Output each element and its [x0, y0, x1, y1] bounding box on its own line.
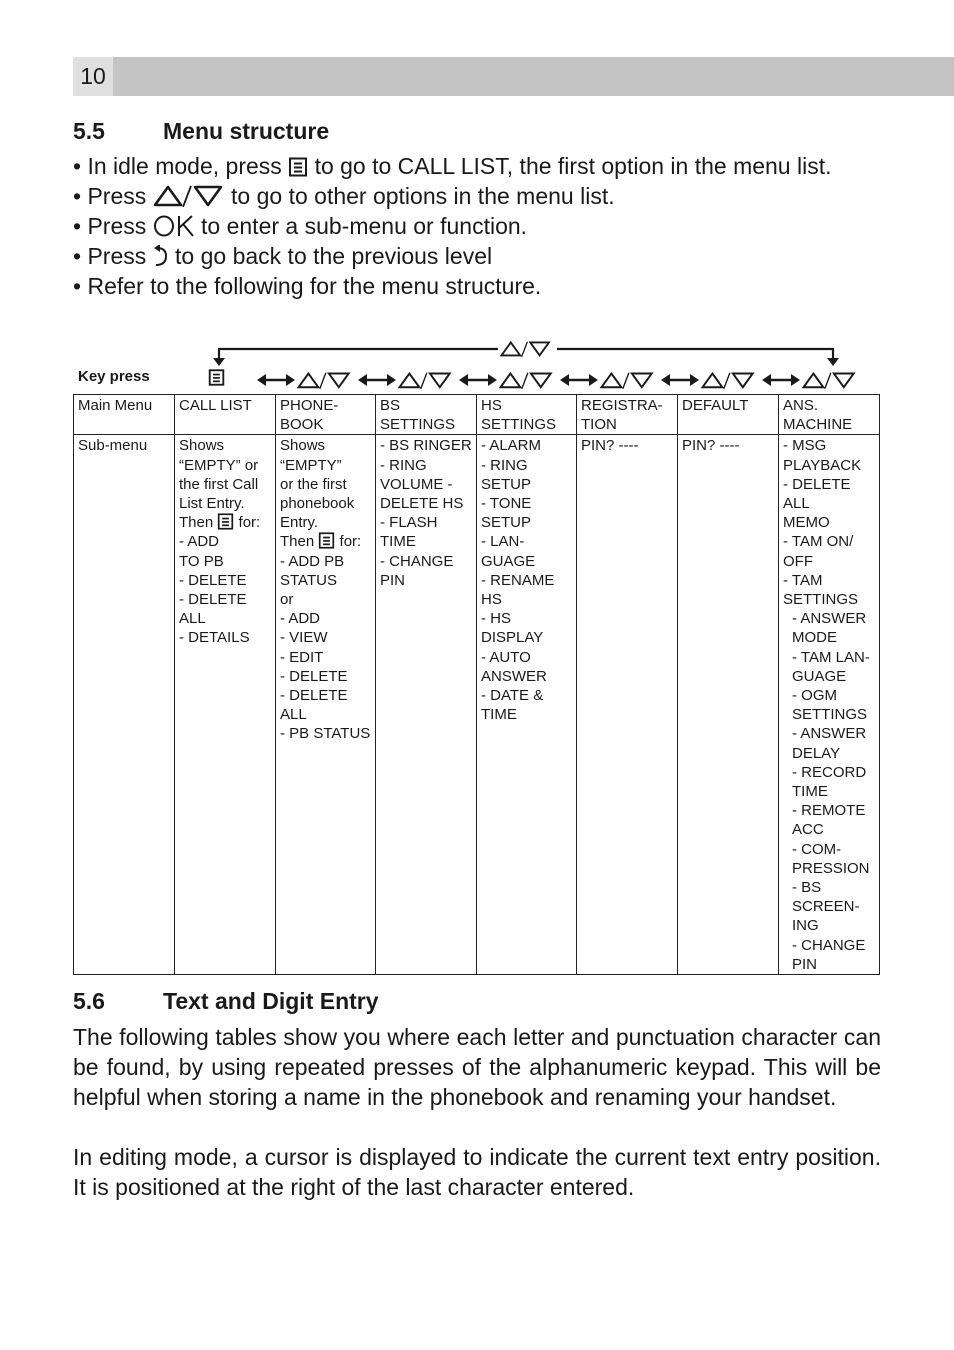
section-heading-5-5	[73, 118, 329, 145]
cell-line: GUAGE	[481, 552, 536, 570]
cell-line: TIME	[792, 783, 828, 801]
main-menu-cell	[376, 395, 477, 435]
left-arrowhead	[459, 374, 468, 386]
right-arrowhead	[488, 374, 497, 386]
cell-line: SETUP	[481, 514, 532, 532]
cell-line: DEFAULT	[682, 397, 749, 414]
cell-line: - ADD	[179, 533, 220, 551]
cell-line: Entry.	[280, 514, 319, 532]
left-arrowhead	[358, 374, 367, 386]
bullet-item	[73, 241, 893, 271]
cell-line: - DELETE	[280, 687, 348, 705]
menu-icon	[288, 157, 308, 177]
cell-line: PIN	[380, 571, 406, 589]
cell-line: - OGM	[792, 687, 837, 705]
main-menu-cell	[175, 395, 276, 435]
cell-line: REGISTRA-	[581, 397, 663, 414]
cell-line: - RING	[481, 456, 528, 474]
cell-line: PLAYBACK	[783, 456, 862, 474]
sub-menu-cell	[779, 435, 880, 975]
cell-line: - TAM	[783, 571, 823, 589]
cell-line: Shows	[179, 437, 225, 455]
cell-line: - ANSWER	[792, 610, 867, 628]
cell-line: HS	[481, 397, 502, 414]
cell-line: STATUS	[280, 571, 337, 589]
cell-line: or	[280, 591, 294, 609]
left-arrowhead	[560, 374, 569, 386]
section-number: 5.6	[73, 988, 105, 1014]
cell-line: MEMO	[783, 514, 830, 532]
body-paragraph: In editing mode, a cursor is displayed to indicate the current text entry position. It is positioned at the right of the last character entered.	[73, 1144, 881, 1200]
main-menu-cell	[477, 395, 577, 435]
sub-menu-cell	[577, 435, 678, 975]
cell-text: Then	[280, 533, 315, 551]
cell-line: List Entry.	[179, 495, 245, 513]
cell-line: ALL	[179, 610, 206, 628]
key-flow-arrows	[73, 338, 878, 396]
up-down-arrow-icon	[703, 373, 753, 389]
cell-line: - DATE &	[481, 687, 544, 705]
cell-line: - LAN-	[481, 533, 525, 551]
cell-line: ALL	[783, 495, 810, 513]
cell-line: - RECORD	[792, 763, 867, 781]
cell-line: - VIEW	[280, 629, 328, 647]
cell-line: DELAY	[792, 744, 841, 762]
cell-text: Then	[179, 514, 214, 532]
bullet-dot: •	[73, 153, 88, 179]
bullet-text: Press	[87, 213, 147, 239]
up-down-arrow-icon	[501, 373, 551, 389]
cell-line: SCREEN-	[792, 898, 860, 916]
cell-line: - CHANGE	[792, 936, 866, 954]
cell-line: CALL LIST	[179, 397, 252, 414]
cell-line: SETTINGS	[481, 416, 557, 434]
cell-line: SETTINGS	[380, 416, 456, 434]
cell-line: - DELETE	[783, 475, 851, 493]
left-arrowhead	[661, 374, 670, 386]
cell-line: - TAM LAN-	[792, 648, 870, 666]
cell-line: MACHINE	[783, 416, 853, 434]
cell-line: SETUP	[481, 475, 532, 493]
cell-line: PIN? ----	[581, 437, 639, 455]
cell-text: for:	[238, 514, 261, 532]
cell-text: for:	[339, 533, 362, 551]
cell-line: the first Call	[179, 475, 259, 493]
key-press-label: Key press	[78, 368, 150, 385]
up-down-arrow-icon	[501, 342, 549, 357]
section-heading-5-6	[73, 988, 379, 1015]
menu-structure-table	[73, 394, 880, 975]
bullet-text: In idle mode, press	[87, 153, 282, 179]
cell-line: TIME	[481, 706, 517, 724]
cell-line: ING	[792, 917, 819, 935]
cell-line: TION	[581, 416, 617, 434]
cell-line: or the first	[280, 475, 347, 493]
row-label-cell: Sub-menu	[74, 435, 175, 975]
right-arrowhead	[690, 374, 699, 386]
section-number: 5.5	[73, 118, 105, 144]
main-menu-cell	[276, 395, 376, 435]
cell-line: - BS	[792, 879, 822, 897]
cell-line: - ADD	[280, 610, 321, 628]
cell-line: OFF	[783, 552, 813, 570]
cell-line: - ADD PB	[280, 552, 345, 570]
cell-line: - BS RINGER	[380, 437, 472, 455]
ok-icon	[153, 215, 195, 237]
down-arrowhead	[827, 358, 839, 366]
bullet-item	[73, 151, 893, 181]
left-arrowhead	[762, 374, 771, 386]
right-arrowhead	[286, 374, 295, 386]
cell-line	[280, 532, 372, 551]
main-menu-cell	[678, 395, 779, 435]
bullet-dot: •	[73, 243, 88, 269]
cell-line: VOLUME -	[380, 475, 453, 493]
bullet-dot: •	[73, 273, 88, 299]
sub-menu-cell	[376, 435, 477, 975]
up-down-arrow-icon	[400, 373, 450, 389]
cell-line: - AUTO	[481, 648, 531, 666]
cell-line: “EMPTY”	[280, 456, 342, 474]
cell-line: MODE	[792, 629, 837, 647]
cell-line: - DELETE	[179, 591, 247, 609]
right-arrowhead	[387, 374, 396, 386]
cell-line: Shows	[280, 437, 326, 455]
bullet-item	[73, 211, 893, 241]
cell-line: - RING	[380, 456, 427, 474]
cell-line: “EMPTY” or	[179, 456, 259, 474]
cell-line: BS	[380, 397, 401, 414]
cell-line: PIN	[792, 955, 818, 973]
bullet-dot: •	[73, 183, 88, 209]
bullet-text: Press	[87, 183, 147, 209]
cell-line: ANSWER	[481, 667, 547, 685]
cell-line: SETTINGS	[792, 706, 868, 724]
cell-line	[179, 513, 272, 532]
section-title: Text and Digit Entry	[163, 988, 379, 1014]
cell-line: - FLASH	[380, 514, 438, 532]
up-down-arrow-icon	[153, 185, 225, 207]
left-arrowhead	[257, 374, 266, 386]
bullet-text: to go back to the previous level	[175, 243, 493, 269]
menu-icon	[318, 532, 335, 549]
bullet-text: to go to other options in the menu list.	[231, 183, 615, 209]
cell-line: PIN? ----	[682, 437, 740, 455]
down-arrowhead	[213, 358, 225, 366]
right-arrowhead	[589, 374, 598, 386]
cell-line: TIME	[380, 533, 416, 551]
row-label-cell: Main Menu	[74, 395, 175, 435]
main-menu-row	[74, 395, 880, 435]
cell-line: SETTINGS	[783, 591, 859, 609]
body-paragraph: The following tables show you where each letter and punctuation character can be found, by using repeated presses of the alphanumeric keypad. This will be helpful when storing a name in the phonebook and renaming your handset.	[73, 1024, 881, 1110]
cell-line: PRESSION	[792, 859, 870, 877]
sub-menu-cell	[276, 435, 376, 975]
cell-line: DELETE HS	[380, 495, 464, 513]
up-down-arrow-icon	[804, 373, 854, 389]
cell-line: PHONE-	[280, 397, 339, 414]
cell-line: BOOK	[280, 416, 324, 434]
bullet-item	[73, 181, 893, 211]
cell-line: - ANSWER	[792, 725, 867, 743]
cell-line: - COM-	[792, 840, 842, 858]
menu-icon	[210, 370, 224, 384]
cell-line: - EDIT	[280, 648, 324, 666]
menu-icon	[217, 513, 234, 530]
cell-line: GUAGE	[792, 667, 847, 685]
bullet-dot: •	[73, 213, 88, 239]
up-down-arrow-icon	[602, 373, 652, 389]
sub-menu-row	[74, 435, 880, 975]
sub-menu-cell	[477, 435, 577, 975]
section-title: Menu structure	[163, 118, 330, 144]
sub-menu-cell	[678, 435, 779, 975]
cell-line: - DETAILS	[179, 629, 250, 647]
cell-line: - PB STATUS	[280, 725, 371, 743]
cell-line: - TONE	[481, 495, 532, 513]
cell-line: ALL	[280, 706, 307, 724]
bullet-text: Refer to the following for the menu structure.	[87, 273, 542, 299]
cell-line: - DELETE	[179, 571, 247, 589]
cell-line: - REMOTE	[792, 802, 866, 820]
cell-line: - CHANGE	[380, 552, 454, 570]
instruction-bullet-list	[73, 151, 893, 301]
cell-line: - ALARM	[481, 437, 542, 455]
bullet-text: to go to CALL LIST, the first option in the menu list.	[314, 153, 832, 179]
bullet-text: Press	[87, 243, 147, 269]
cell-line: - MSG	[783, 437, 827, 455]
page-number: 10	[73, 57, 113, 96]
back-icon	[153, 245, 169, 267]
cell-line: phonebook	[280, 495, 355, 513]
cell-line: ACC	[792, 821, 824, 839]
page-header-bar	[73, 57, 954, 96]
cell-line: - DELETE	[280, 667, 348, 685]
main-menu-cell	[779, 395, 880, 435]
cell-line: - RENAME	[481, 571, 555, 589]
cell-line: TO PB	[179, 552, 224, 570]
cell-line: DISPLAY	[481, 629, 544, 647]
cell-line: - HS	[481, 610, 511, 628]
up-down-arrow-icon	[299, 373, 349, 389]
cell-line: - TAM ON/	[783, 533, 854, 551]
sub-menu-cell	[175, 435, 276, 975]
cell-line: ANS.	[783, 397, 819, 414]
right-arrowhead	[791, 374, 800, 386]
bullet-item	[73, 271, 893, 301]
main-menu-cell	[577, 395, 678, 435]
key-press-diagram	[73, 338, 878, 396]
bullet-text: to enter a sub-menu or function.	[201, 213, 528, 239]
cell-line: HS	[481, 591, 502, 609]
